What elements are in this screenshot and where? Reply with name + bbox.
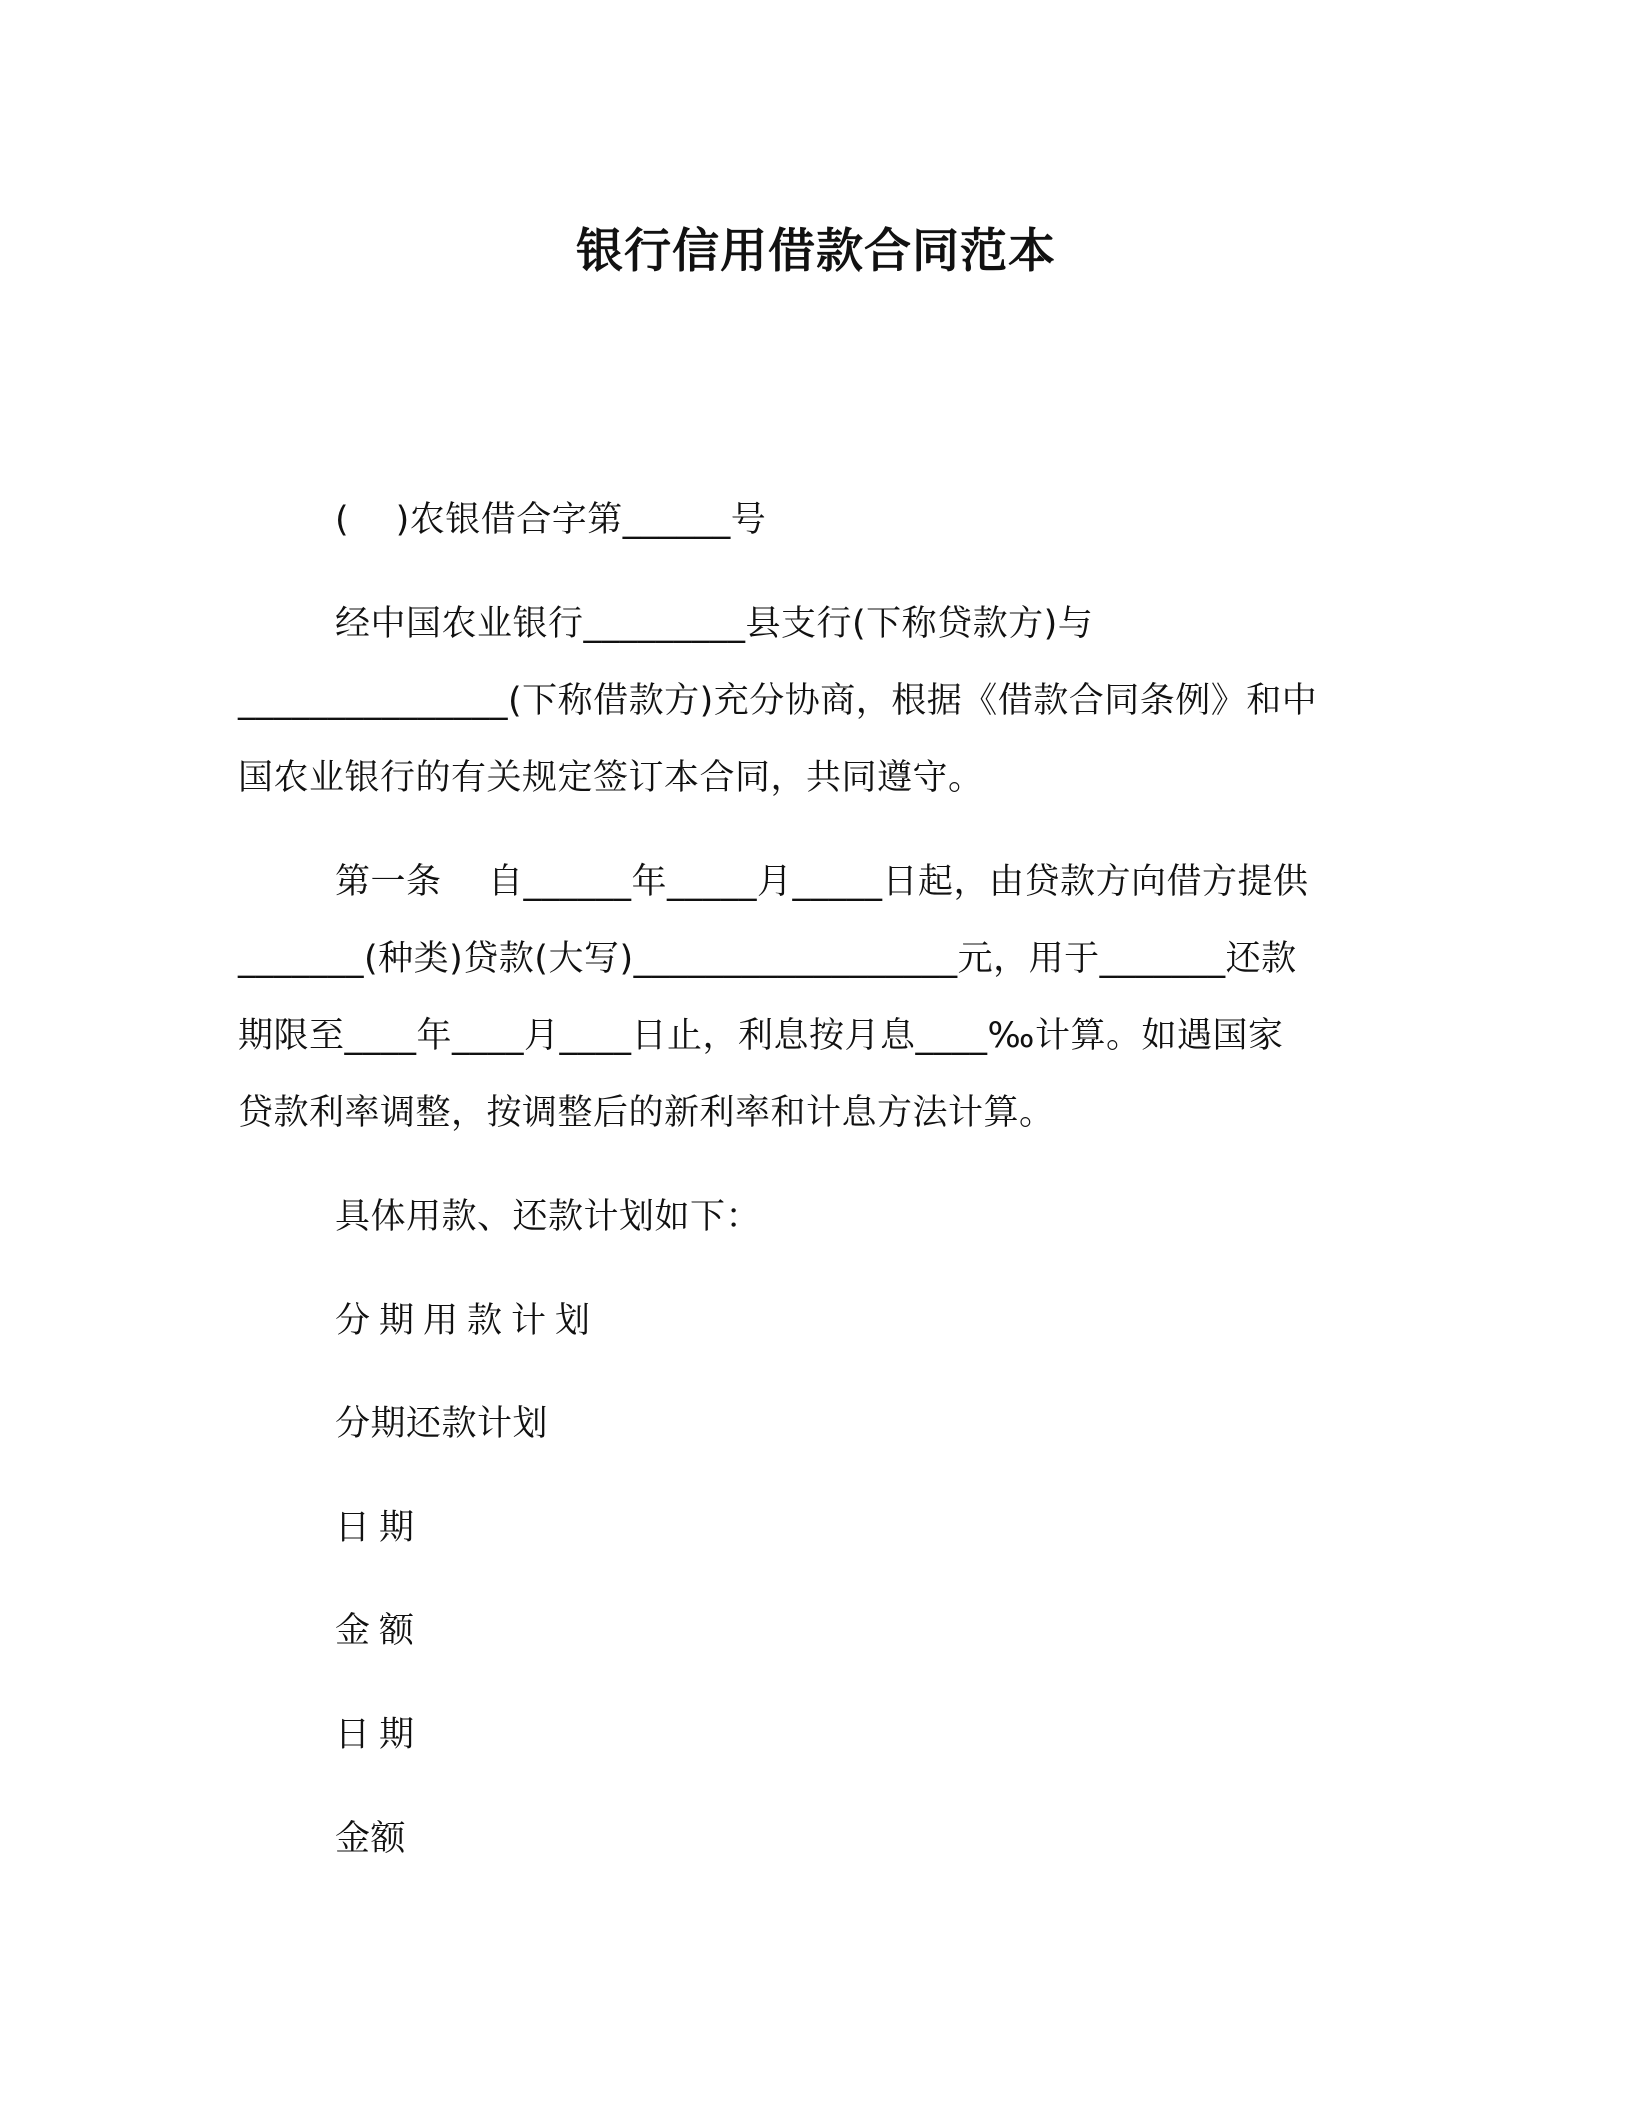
article-1-line-2: _______(种类)贷款(大写)__________________元，用于_______还款 [238,939,1297,979]
document-title: 银行信用借款合同范本 [576,224,1056,279]
installment-use-plan: 分期用款计划 [335,1301,600,1341]
article-1-line-1: 第一条 自______年_____月_____日起，由贷款方向借方提供 [335,862,1309,902]
amount-label-2: 金额 [335,1819,407,1859]
schedule-intro: 具体用款、还款计划如下： [335,1197,762,1237]
preamble-line-3: 国农业银行的有关规定签订本合同，共同遵守。 [238,758,984,798]
amount-label-1: 金额 [335,1611,424,1651]
preamble-line-1: 经中国农业银行_________县支行(下称贷款方)与 [335,604,1094,644]
article-1-line-4: 贷款利率调整，按调整后的新利率和计息方法计算。 [238,1093,1055,1133]
date-label-2: 日期 [335,1715,424,1755]
date-label-1: 日期 [335,1508,424,1548]
installment-repay-plan: 分期还款计划 [335,1404,549,1444]
article-1-line-3: 期限至____年____月____日止，利息按月息____‰计算。如遇国家 [238,1016,1284,1056]
contract-number: ( )农银借合字第______号 [335,500,767,540]
preamble-line-2: _______________(下称借款方)充分协商，根据《借款合同条例》和中 [238,681,1318,721]
